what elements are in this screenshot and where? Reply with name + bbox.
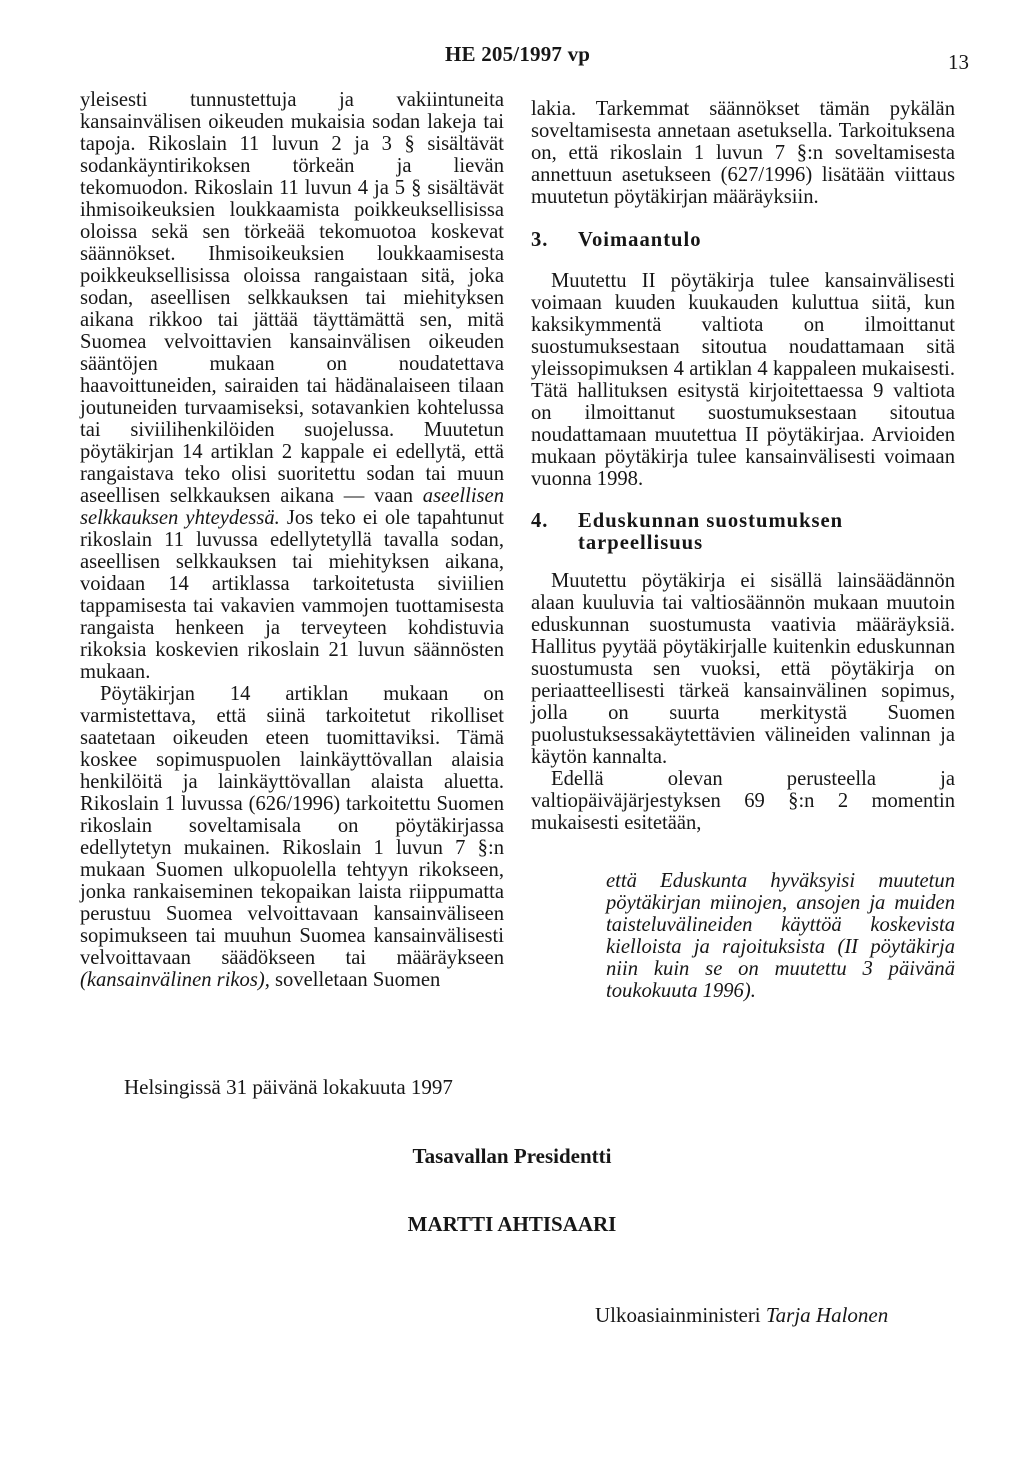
document-id: HE 205/1997 vp	[445, 42, 591, 66]
section-title: Voimaantulo	[578, 229, 702, 251]
paragraph	[80, 89, 504, 683]
text-span: yleisesti tunnustettuja ja vakiintuneita kansainvälisen oikeuden mukaisia sodan lakeja tai tapoja. Rikoslain 11 luvun 2 ja 3 § sisältävät sodankäyntirikoksen törkeän ja lievän tekomuodon. Rikoslain 11 luvun 4 ja 5 § sisältävät ihmisoikeuksien loukkaamista poikkeuksellisissa oloissa sekä sen törkeää tekomuotoa koskevat säännökset. Ihmisoikeuksien loukkaamisesta poikkeuksellisissa oloissa rangaistaan sitä, joka sodan, aseellisen selkkauksen tai miehityksen aikana rikkoo tai jättää täyttämättä sen, mitä Suomea velvoittavien kansainvälisen oikeuden sääntöjen mukaan on noudatettava haavoittuneiden, sairaiden tai hädänalaiseen tilaan joutuneiden turvaamiseksi, sotavankien kohtelussa tai siviilihenkilöiden suojelussa. Muutetun pöytäkirjan 14 artiklan 2 kappale ei edellytä, että rangaistava teko olisi suoritettu sodan tai muun aseellisen selkkauksen aikana — vaan	[80, 89, 504, 507]
signing-place-date: Helsingissä 31 päivänä lokakuuta 1997	[124, 1075, 453, 1099]
section-number: 3.	[531, 229, 549, 251]
page-header	[0, 42, 1024, 74]
section-title: Eduskunnan suostumuksen tarpeellisuus	[578, 510, 844, 554]
president-name: MARTTI AHTISAARI	[407, 1212, 617, 1236]
italic-text: aseellisen selkkauksen yhteydessä.	[80, 485, 504, 529]
text-span: Pöytäkirjan 14 artiklan mukaan on varmistettava, että siinä tarkoitetut rikolliset saatetaan oikeuden eteen tuomittaviksi. Tämä koskee sopimuspuolen lainkäyttövallan alaisia henkilöitä ja lainkäyttövallan alaista aluetta. Rikoslain 1 luvussa (626/1996) tarkoitettu Suomen rikoslain soveltamisala on pöytäkirjassa edellytetyn mukainen. Rikoslain 1 luvun 7 §:n mukaan Suomen ulkopuolella tehtyyn rikokseen, jonka rankaiseminen tekopaikan laista riippumatta perustuu Suomea velvoittavaan kansainväliseen sopimukseen tai muuhun Suomea kansainvälisesti velvoittavaan säädökseen tai määräykseen	[80, 683, 504, 969]
section-number: 4.	[531, 510, 549, 532]
section-heading-3	[531, 229, 955, 251]
page-number: 13	[948, 50, 969, 74]
text-span: Jos teko ei ole tapahtunut rikoslain 11 luvussa edellytetyllä tavalla sodan, aseellisen selkkauksen tai miehityksen aikana, voidaan 14 artiklassa tarkoitetusta siviilien tappamisesta tai vakavien vammojen tuottamisesta rangaista henkeen ja terveyteen kohdistuvia rikoksia koskevien rikoslain 21 luvun säännösten mukaan.	[80, 507, 504, 683]
minister-name: Tarja Halonen	[765, 1303, 889, 1327]
right-column	[531, 98, 955, 1002]
paragraph: lakia. Tarkemmat säännökset tämän pykälän soveltamisesta annetaan asetuksella. Tarkoituksena on, että rikoslain 1 luvun 7 §:n soveltamisesta annettuun asetukseen (627/1996) lisätään viittaus muutetun pöytäkirjan määräyksiin.	[531, 98, 955, 208]
paragraph: Muutettu pöytäkirja ei sisällä lainsäädännön alaan kuuluvia tai valtiosäännön mukaan muutoin eduskunnan suostumusta vaativia määräyksiä. Hallitus pyytää pöytäkirjalle kuitenkin eduskunnan suostumusta sen vuoksi, että pöytäkirja on periaatteellisesti tärkeä kansainvälinen sopimus, jolla on suurta merkitystä Suomen puolustuksessakäytettävien välineiden valinnan ja käytön kannalta.	[531, 570, 955, 768]
minister-signature	[595, 1303, 888, 1328]
paragraph: Edellä olevan perusteella ja valtiopäiväjärjestyksen 69 §:n 2 momentin mukaisesti esitetään,	[531, 768, 955, 834]
italic-text: (kansainvälinen rikos),	[80, 969, 270, 991]
section-heading-4	[531, 510, 955, 554]
paragraph	[80, 683, 504, 991]
resolution-text: että Eduskunta hyväksyisi muutetun pöytäkirjan miinojen, ansojen ja muiden taisteluvälineiden käyttöä koskevista kielloista ja rajoituksista (II pöytäkirja niin kuin se on muutettu 3 päivänä toukokuuta 1996).	[606, 870, 955, 1002]
paragraph: Muutettu II pöytäkirja tulee kansainvälisesti voimaan kuuden kuukauden kuluttua siitä, kun kaksikymmentä valtiota on ilmoittanut suostumuksestaan sitoutua noudattamaan sitä yleissopimuksen 4 artiklan 4 kappaleen mukaisesti. Tätä hallituksen esitystä kirjoitettaessa 9 valtiota on ilmoittanut suostumuksestaan sitoutua noudattamaan muutettua II pöytäkirjaa. Arvioiden mukaan pöytäkirja tulee kansainvälisesti voimaan vuonna 1998.	[531, 270, 955, 490]
minister-title: Ulkoasiainministeri	[595, 1303, 761, 1327]
text-span: sovelletaan Suomen	[275, 969, 441, 991]
president-title: Tasavallan Presidentti	[412, 1144, 612, 1168]
left-column	[80, 89, 504, 991]
